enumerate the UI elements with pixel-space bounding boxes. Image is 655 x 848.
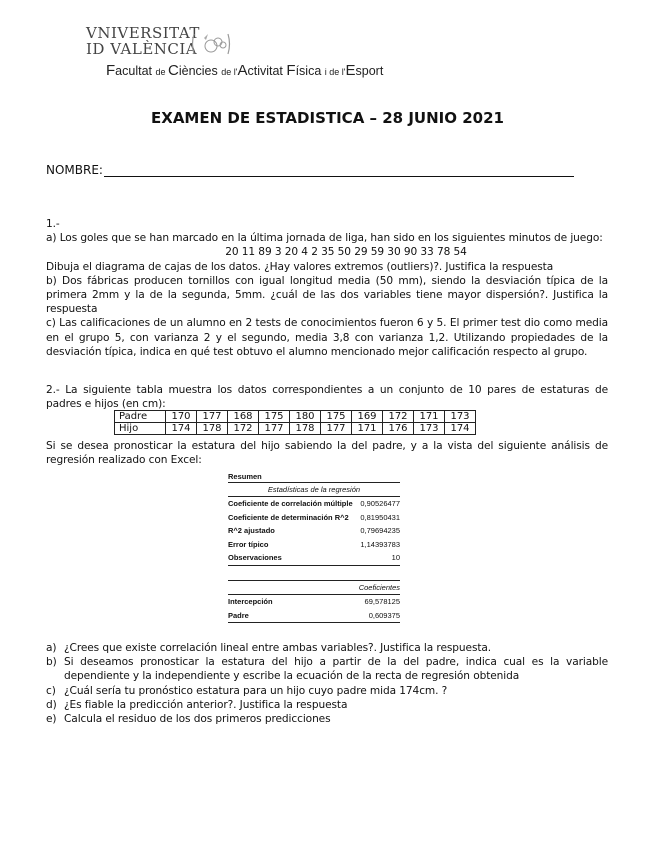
row-label: Hijo: [115, 423, 166, 435]
stat-label: Coeficiente de correlación múltiple: [228, 499, 353, 508]
faculty-part: ísica: [295, 64, 325, 78]
stat-value: 10: [391, 553, 400, 563]
item-text: ¿Es fiable la predicción anterior?. Justifica la respuesta: [64, 698, 348, 711]
item-text: Calcula el residuo de los dos primeros predicciones: [64, 713, 331, 726]
item-key: d): [46, 698, 57, 711]
faculty-part: ctivitat: [247, 64, 287, 78]
coef-row: [228, 595, 400, 609]
question-2-subquestions: [46, 641, 608, 726]
faculty-part: i de l': [324, 67, 346, 77]
table-cell: 178: [290, 423, 321, 435]
stats-row: [228, 538, 400, 552]
question-1a-task: Dibuja el diagrama de cajas de los datos. ¿Hay valores extremos (outliers)?. Justifica la respuesta: [46, 260, 554, 273]
item-key: c): [46, 684, 56, 697]
table-cell: 174: [166, 423, 197, 435]
question-1a-scores: 20 11 89 3 20 4 2 35 50 29 59 30 90 33 78 54: [225, 246, 467, 259]
table-cell: 180: [290, 411, 321, 423]
coef-label: Padre: [228, 610, 249, 620]
stat-label: Error típico: [228, 539, 269, 549]
item-text: ¿Crees que existe correlación lineal entre ambas variables?. Justifica la respuesta.: [64, 642, 492, 654]
item-key: b): [46, 656, 57, 669]
faculty-part: sport: [355, 64, 384, 78]
faculty-part: F: [106, 62, 116, 79]
exam-title: EXAMEN DE ESTADISTICA – 28 JUNIO 2021: [151, 109, 504, 127]
table-cell: 177: [259, 423, 290, 435]
name-field[interactable]: [46, 163, 576, 177]
faculty-part: de l': [221, 67, 238, 77]
item-key: e): [46, 713, 57, 726]
stats-row: [228, 551, 400, 566]
row-label: Padre: [115, 411, 166, 423]
table-row-padre: [115, 411, 476, 423]
stat-value: 0,81950431: [360, 512, 400, 522]
question-1a-text: a) Los goles que se han marcado en la última jornada de liga, han sido en los siguientes minutos de juego:: [46, 232, 603, 245]
stat-label: R^2 ajustado: [228, 526, 275, 536]
faculty-part: acultat: [115, 64, 156, 78]
table-cell: 177: [197, 411, 228, 423]
list-item: [46, 712, 608, 726]
stats-row: [228, 511, 400, 525]
stat-value: 0,90526477: [360, 499, 400, 508]
stat-label: Observaciones: [228, 553, 282, 563]
table-cell: 171: [352, 423, 383, 435]
table-cell: 169: [352, 411, 383, 423]
table-cell: 177: [321, 423, 352, 435]
regression-summary: [228, 472, 400, 623]
list-item: [46, 641, 608, 655]
coef-value: 0,609375: [368, 610, 400, 620]
coef-row: [228, 609, 400, 624]
question-1: [46, 217, 608, 359]
name-blank-line[interactable]: [104, 164, 574, 177]
coef-header: Coeficientes: [228, 581, 400, 595]
question-2-intro: 2.- La siguiente tabla muestra los datos correspondientes a un conjunto de 10 pares de estaturas de padres e hijos (en cm):: [46, 384, 608, 411]
heights-table: [114, 410, 476, 435]
stat-label: Coeficiente de determinación R^2: [228, 512, 349, 522]
table-cell: 173: [445, 411, 476, 423]
summary-header: Resumen: [228, 472, 400, 483]
question-1c-text: c) Las calificaciones de un alumno en 2 tests de conocimientos fueron 6 y 5. El primer test dio como media en el grupo 5, con varianza 2 y el segundo, media 3,8 con varianza 1,2. Utilizando propiedades de la desviación típica, indica en qué test obtuvo el alumno mencionado mejor calificación respecto al grupo.: [46, 317, 608, 358]
faculty-name: [106, 62, 383, 79]
faculty-part: F: [286, 62, 296, 79]
stats-row: [228, 524, 400, 538]
table-cell: 172: [383, 411, 414, 423]
table-cell: 171: [414, 411, 445, 423]
item-text: ¿Cuál sería tu pronóstico estatura para un hijo cuyo padre mida 174cm. ?: [64, 684, 448, 697]
name-label: NOMBRE:: [46, 163, 103, 177]
table-cell: 175: [321, 411, 352, 423]
university-seal-icon: [190, 30, 232, 58]
stat-value: 1,14393783: [360, 539, 400, 549]
faculty-part: A: [237, 62, 248, 79]
university-name-line2: ID VALÈNCIA: [86, 40, 198, 58]
stats-row: [228, 497, 400, 511]
list-item: [46, 698, 608, 712]
table-row-hijo: [115, 423, 476, 435]
faculty-part: de: [155, 67, 168, 77]
coef-label: Intercepción: [228, 596, 273, 606]
item-key: a): [46, 642, 57, 654]
list-item: [46, 684, 608, 698]
table-cell: 178: [197, 423, 228, 435]
question-1-number: 1.-: [46, 218, 60, 230]
list-item: [46, 655, 608, 683]
stats-header: Estadísticas de la regresión: [228, 483, 400, 497]
table-cell: 174: [445, 423, 476, 435]
table-cell: 168: [228, 411, 259, 423]
coef-value: 69,578125: [364, 596, 400, 606]
table-cell: 175: [259, 411, 290, 423]
faculty-part: iències: [178, 64, 222, 78]
item-text: Si deseamos pronosticar la estatura del hijo a partir de la del padre, indica cual es la variable dependiente y la independiente y escribe la ecuación de la recta de regresión obtenida: [64, 656, 608, 683]
table-cell: 176: [383, 423, 414, 435]
table-cell: 173: [414, 423, 445, 435]
university-name-line1: VNIVERSITAT: [86, 24, 200, 42]
table-cell: 170: [166, 411, 197, 423]
faculty-part: C: [168, 62, 179, 79]
faculty-part: E: [345, 62, 356, 79]
stat-value: 0,79694235: [360, 526, 400, 536]
table-spacer: [228, 566, 400, 581]
excel-intro: Si se desea pronosticar la estatura del hijo sabiendo la del padre, y a la vista del siguiente análisis de regresión realizado con Excel:: [46, 440, 608, 467]
question-1b-text: b) Dos fábricas producen tornillos con igual longitud media (50 mm), siendo la desviación típica de la primera 2mm y la de la segunda, 5mm. ¿cuál de las dos variables tiene mayor dispersión?. Justifica la respuesta: [46, 274, 608, 316]
table-cell: 172: [228, 423, 259, 435]
